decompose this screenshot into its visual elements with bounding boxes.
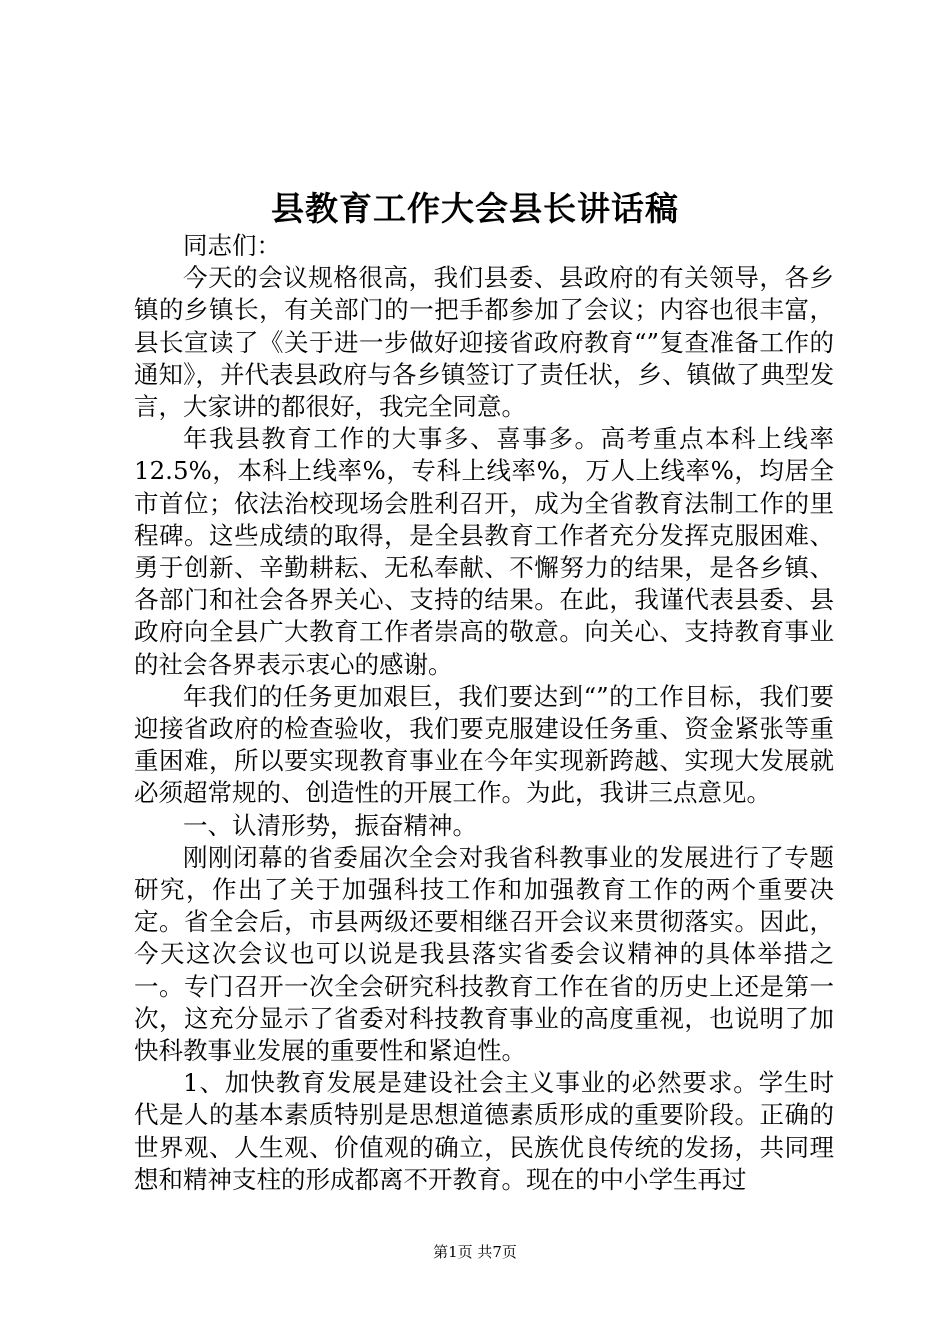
body-paragraph: 今天的会议规格很高，我们县委、县政府的有关领导，各乡镇的乡镇长，有关部门的一把手都参加了会议；内容也很丰富，县长宣读了《关于进一步做好迎接省政府教育“”复查准备工作的通知》，并代表县政府与各乡镇签订了责任状，乡、镇做了典型发言，大家讲的都很好，我完全同意。 <box>134 263 834 422</box>
body-paragraph: 刚刚闭幕的省委届次全会对我省科教事业的发展进行了专题研究，作出了关于加强科技工作和加强教育工作的两个重要决定。省全会后，市县两级还要相继召开会议来贯彻落实。因此，今天这次会议也可以说是我县落实省委会议精神的具体举措之一。专门召开一次全会研究科技教育工作在省的历史上还是第一次，这充分显示了省委对科技教育事业的高度重视，也说明了加快科教事业发展的重要性和紧迫性。 <box>134 842 834 1066</box>
document-body <box>134 230 834 1196</box>
body-paragraph: 年我县教育工作的大事多、喜事多。高考重点本科上线率12.5%，本科上线率%，专科上线率%，万人上线率%，均居全市首位；依法治校现场会胜利召开，成为全省教育法制工作的里程碑。这些成绩的取得，是全县教育工作者充分发挥克服困难、勇于创新、辛勤耕耘、无私奉献、不懈努力的结果，是各乡镇、各部门和社会各界关心、支持的结果。在此，我谨代表县委、县政府向全县广大教育工作者崇高的敬意。向关心、支持教育事业的社会各界表示衷心的感谢。 <box>134 424 834 679</box>
salutation-paragraph: 同志们： <box>183 231 281 260</box>
page-footer: 第1页 共7页 <box>433 1243 517 1261</box>
document-title: 县教育工作大会县长讲话稿 <box>271 189 679 228</box>
body-paragraph: 年我们的任务更加艰巨，我们要达到“”的工作目标，我们要迎接省政府的检查验收，我们要克服建设任务重、资金紧张等重重困难，所以要实现教育事业在今年实现新跨越、实现大发展就必须超常规的、创造性的开展工作。为此，我讲三点意见。 <box>134 681 834 808</box>
section-heading: 一、认清形势，振奋精神。 <box>183 810 477 840</box>
body-paragraph: 1、加快教育发展是建设社会主义事业的必然要求。学生时代是人的基本素质特别是思想道德素质形成的重要阶段。正确的世界观、人生观、价值观的确立，民族优良传统的发扬，共同理想和精神支柱的形成都离不开教育。现在的中小学生再过 <box>134 1068 834 1194</box>
